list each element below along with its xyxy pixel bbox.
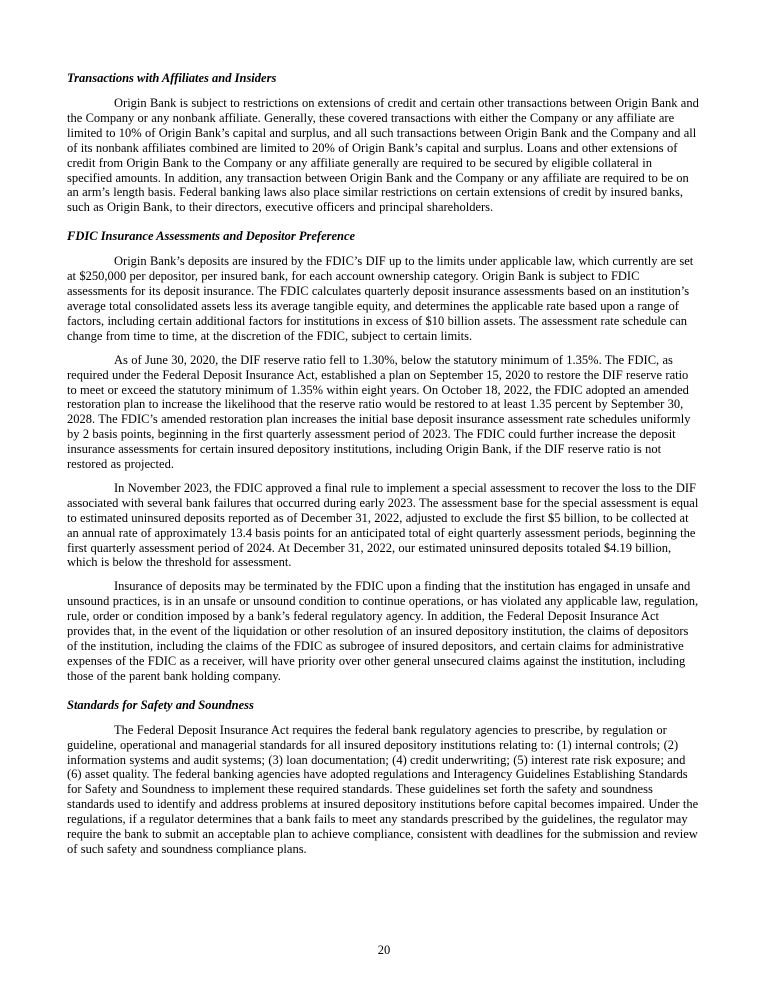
paragraph-special-assessment: In November 2023, the FDIC approved a final rule to implement a special assessment to recover the loss to the DIF associated with several bank failures that occurred during early 2023. The assessment base for the special assessment is equal to estimated uninsured deposits reported as of December 31, 2022, adjusted to exclude the first $5 billion, to be collected at an annual rate of approximately 13.4 basis points for an anticipated total of eight quarterly assessment periods, beginning the first quarterly assessment period of 2024. At December 31, 2022, our estimated uninsured deposits totaled $4.19 billion, which is below the threshold for assessment. <box>67 480 699 570</box>
paragraph-insurance-termination: Insurance of deposits may be terminated by the FDIC upon a finding that the institution has engaged in unsafe and unsound practices, is in an unsafe or unsound condition to continue operations, or has violated any applicable law, regulation, rule, order or condition imposed by a bank’s federal regulatory agency. In addition, the Federal Deposit Insurance Act provides that, in the event of the liquidation or other resolution of an insured depository institution, the claims of depositors of the institution, including the claims of the FDIC as subrogee of insured depositors, and certain claims for administrative expenses of the FDIC as a receiver, will have priority over other general unsecured claims against the institution, including those of the parent bank holding company. <box>67 579 699 683</box>
page-number: 20 <box>377 943 391 957</box>
paragraph-safety-soundness-standards: The Federal Deposit Insurance Act requires the federal bank regulatory agencies to prescribe, by regulation or guideline, operational and managerial standards for all insured depository institutions relating to: (1) internal controls; (2) information systems and audit systems; (3) loan documentation; (4) credit underwriting; (5) interest rate risk exposure; and (6) asset quality. The federal banking agencies have adopted regulations and Interagency Guidelines Establishing Standards for Safety and Soundness to implement these required standards. These guidelines set forth the safety and soundness standards used to identify and address problems at insured depository institutions before capital becomes impaired. Under the regulations, if a regulator determines that a bank fails to meet any standards prescribed by the guidelines, the regulator may require the bank to submit an acceptable plan to achieve compliance, consistent with deadlines for the submission and review of such safety and soundness compliance plans. <box>67 722 699 856</box>
section-heading-transactions-with-affiliates: Transactions with Affiliates and Insiders <box>67 71 277 85</box>
paragraph-deposit-insurance-limits: Origin Bank’s deposits are insured by the FDIC’s DIF up to the limits under applicable law, which currently are set at $250,000 per depositor, per insured bank, for each account ownership category. Origin Bank is subject to FDIC assessments for its deposit insurance. The FDIC calculates quarterly deposit insurance assessments based on an institution’s average total consolidated assets less its average tangible equity, and determines the applicable rate based upon a range of factors, including certain additional factors for institutions in excess of $10 billion assets. The assessment rate schedule can change from time to time, at the discretion of the FDIC, subject to certain limits. <box>67 254 694 343</box>
paragraph-affiliate-transactions: Origin Bank is subject to restrictions on extensions of credit and certain other transactions between Origin Bank and the Company or any nonbank affiliate. Generally, these covered transactions with either the Company or any affiliate are limited to 10% of Origin Bank’s capital and surplus, and all such transactions between Origin Bank and the Company and all of its nonbank affiliates combined are limited to 20% of Origin Bank’s capital and surplus. Loans and other extensions of credit from Origin Bank to the Company or any affiliate generally are required to be secured by eligible collateral in specified amounts. In addition, any transaction between Origin Bank and the Company or any affiliate are required to be on an arm’s length basis. Federal banking laws also place similar restrictions on certain extensions of credit by insured banks, such as Origin Bank, to their directors, executive officers and principal shareholders. <box>67 96 699 215</box>
paragraph-dif-reserve-ratio: As of June 30, 2020, the DIF reserve ratio fell to 1.30%, below the statutory minimum of 1.35%. The FDIC, as required under the Federal Deposit Insurance Act, established a plan on September 15, 2020 to restore the DIF reserve ratio to meet or exceed the statutory minimum of 1.35% within eight years. On October 18, 2022, the FDIC adopted an amended restoration plan to increase the likelihood that the reserve ratio would be restored to at least 1.35 percent by September 30, 2028. The FDIC’s amended restoration plan increases the initial base deposit insurance assessment rate schedules uniformly by 2 basis points, beginning in the first quarterly assessment period of 2023. The FDIC could further increase the deposit insurance assessments for certain insured depository institutions, including Origin Bank, if the DIF reserve ratio is not restored as projected. <box>67 352 691 472</box>
section-heading-fdic-insurance: FDIC Insurance Assessments and Depositor Preference <box>67 229 356 244</box>
section-heading-safety-soundness: Standards for Safety and Soundness <box>67 697 254 712</box>
